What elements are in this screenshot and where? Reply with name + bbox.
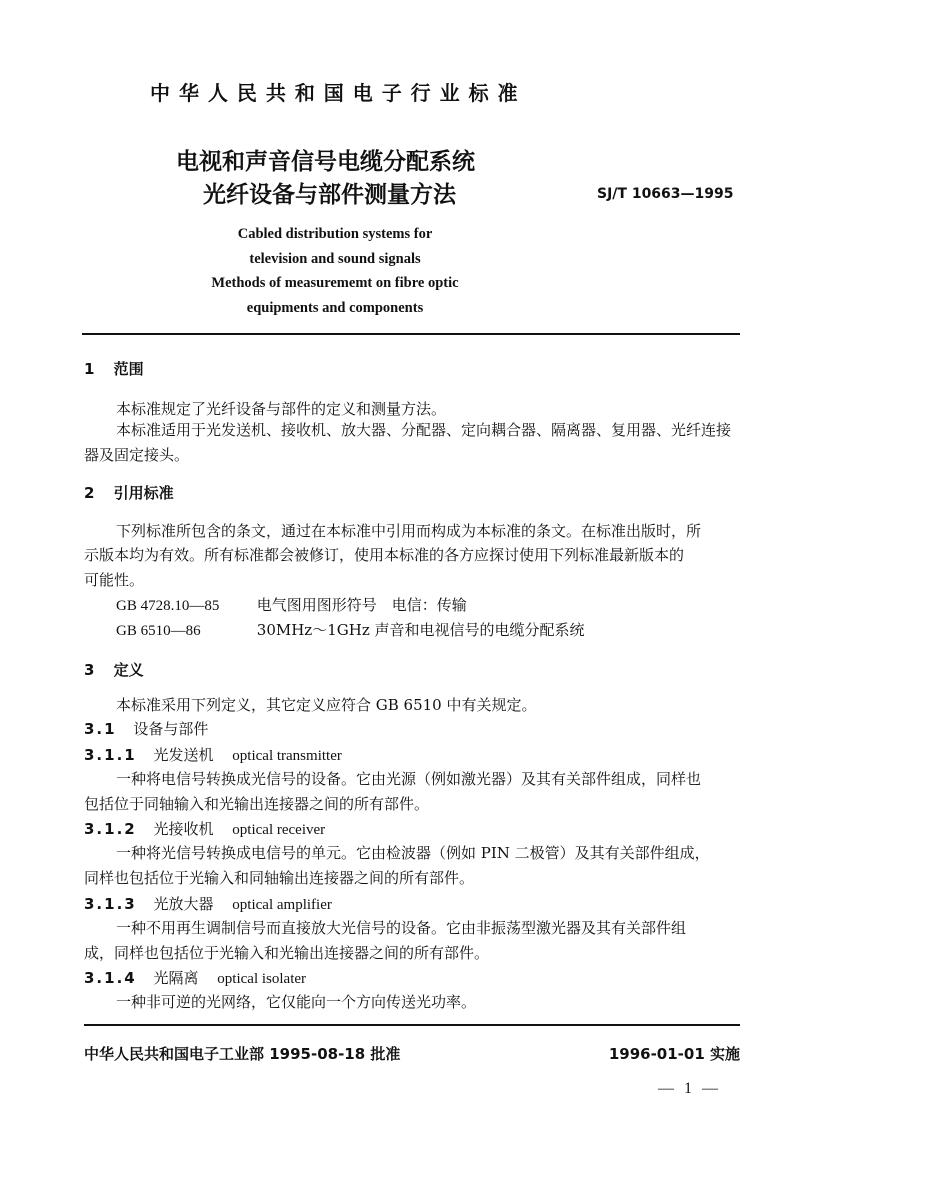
section-number: 2 [84,484,95,502]
title-en-line: equipments and components [246,299,424,316]
term-en: optical transmitter [232,748,342,764]
footer-divider [84,1024,740,1026]
section-number: 1 [84,360,95,378]
section-1-para2-line1: 本标准适用于光发送机、接收机、放大器、分配器、定向耦合器、隔离器、复用器、光纤连接 [116,421,732,439]
section-1-heading [84,358,144,379]
section-number: 3 [84,661,95,679]
standard-number: SJ/T 10663—1995 [597,186,734,202]
reference-row [116,617,585,644]
title-cn-line2: 光纤设备与部件测量方法 [203,182,456,208]
page-number: — 1 — [658,1080,721,1097]
term-cn: 光放大器 [153,895,214,913]
term-cn: 光隔离 [153,969,199,987]
title-cn-line1: 电视和声音信号电缆分配系统 [176,149,475,175]
reference-code: GB 6510—86 [116,623,201,639]
term-definition-line2: 包括位于同轴输入和光输出连接器之间的所有部件。 [84,795,430,813]
term-definition-line1: 一种不用再生调制信号而直接放大光信号的设备。它由非振荡型激光器及其有关部件组 [116,919,687,937]
term-definition-line2: 同样也包括位于光输入和同轴输出连接器之间的所有部件。 [84,869,475,887]
section-2-para-line2: 示版本均为有效。所有标准都会被修订，使用本标准的各方应探讨使用下列标准最新版本的 [84,546,685,564]
term-number: 3.1.1 [84,746,137,764]
title-en-block [180,222,490,320]
title-en-line: Cabled distribution systems for [237,226,433,242]
title-en-line: Methods of measurememt on fibre optic [211,275,459,291]
term-definition-line1: 一种非可逆的光网络，它仅能向一个方向传送光功率。 [116,993,477,1011]
section-title: 范围 [113,360,144,378]
effective-date: 1996-01-01 实施 [608,1045,740,1063]
term-heading [84,816,325,843]
term-en: optical amplifier [232,897,332,913]
term-number: 3.1.2 [84,820,137,838]
term-en: optical receiver [232,822,326,838]
subsection-number: 3.1 [84,720,117,738]
header-divider [82,333,740,335]
reference-row [116,592,467,619]
subsection-title: 设备与部件 [133,720,209,738]
title-en-line: television and sound signals [249,250,421,267]
subsection-3-1-heading [84,716,208,742]
term-number: 3.1.3 [84,895,137,913]
term-cn: 光接收机 [153,820,214,838]
term-en: optical isolater [217,971,307,987]
term-definition-line2: 成，同样也包括位于光输入和光输出连接器之间的所有部件。 [84,944,490,962]
term-heading [84,891,332,918]
term-heading [84,965,306,992]
section-2-heading [84,482,174,503]
approval-note: 中华人民共和国电子工业部 1995-08-18 批准 [84,1045,401,1063]
section-1-para1: 本标准规定了光纤设备与部件的定义和测量方法。 [116,400,447,418]
reference-title: 电气图用图形符号 电信：传输 [256,596,467,614]
section-1-para2-line2: 器及固定接头。 [84,446,190,464]
term-number: 3.1.4 [84,969,137,987]
section-2-para-line3: 可能性。 [84,571,145,589]
section-title: 引用标准 [113,484,174,502]
term-heading [84,742,342,769]
section-2-para-line1: 下列标准所包含的条文，通过在本标准中引用而构成为本标准的条文。在标准出版时，所 [116,522,702,540]
org-standard-heading: 中 华 人 民 共 和 国 电 子 行 业 标 准 [150,81,519,105]
term-definition-line1: 一种将电信号转换成光信号的设备。它由光源（例如激光器）及其有关部件组成，同样也 [116,770,702,788]
term-definition-line1: 一种将光信号转换成电信号的单元。它由检波器（例如 PIN 二极管）及其有关部件组成， [116,844,710,862]
reference-title: 30MHz～1GHz 声音和电视信号的电缆分配系统 [256,621,585,639]
reference-code: GB 4728.10—85 [116,598,220,614]
section-3-para: 本标准采用下列定义，其它定义应符合 GB 6510 中有关规定。 [116,696,537,714]
term-cn: 光发送机 [153,746,214,764]
section-3-heading [84,659,144,680]
section-title: 定义 [113,661,144,679]
